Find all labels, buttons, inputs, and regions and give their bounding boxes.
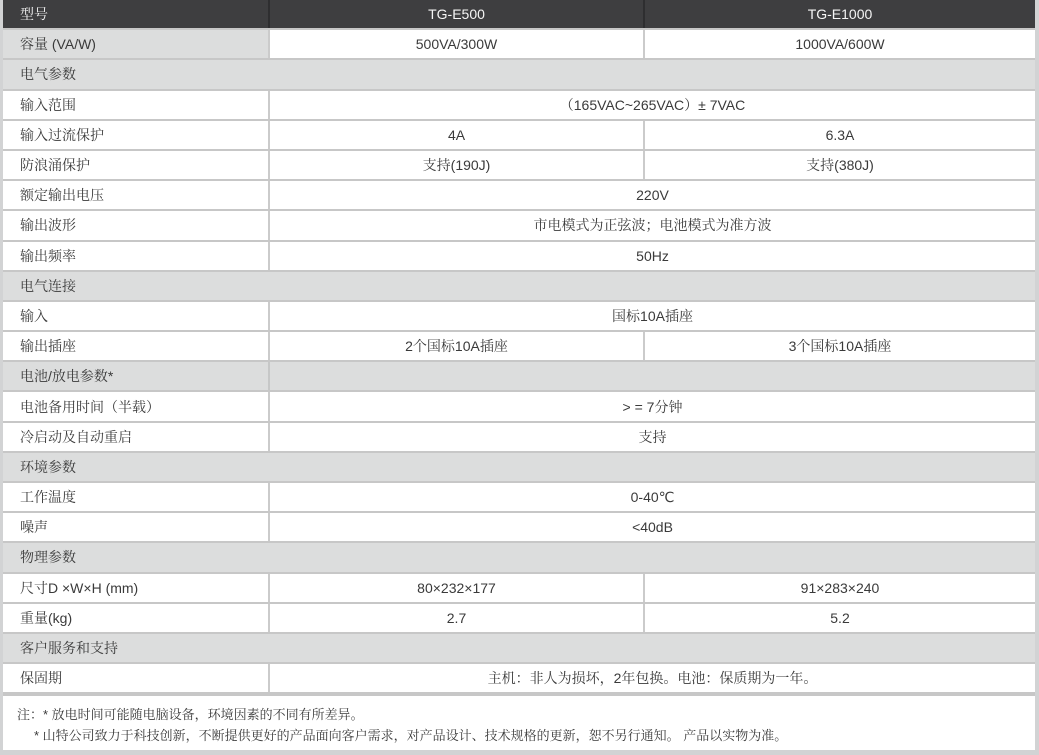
row-label: 工作温度 [3, 483, 270, 511]
spec-sheet [3, 0, 1035, 750]
row-label: 输出频率 [3, 242, 270, 270]
footnote-line-1: 注：* 放电时间可能随电脑设备，环境因素的不同有所差异。 [17, 707, 364, 723]
row-label: 噪声 [3, 513, 270, 541]
value-tg-e500: 2.7 [270, 604, 645, 632]
table-row [3, 242, 1035, 272]
table-row [3, 483, 1035, 513]
row-label: 电池备用时间（半载） [3, 392, 270, 420]
section-spacer [270, 362, 1035, 390]
header-col-tg-e1000: TG-E1000 [807, 6, 873, 23]
footnotes [3, 694, 1035, 750]
table-row [3, 423, 1035, 453]
section-row [3, 453, 1035, 483]
row-label: 输出波形 [3, 211, 270, 239]
table-header-row [3, 0, 1035, 30]
section-title: 电气连接 [20, 277, 76, 294]
table-row [3, 574, 1035, 604]
table-row [3, 392, 1035, 422]
header-model-label: 型号 [3, 0, 270, 28]
value-both-models: 50Hz [636, 247, 669, 264]
value-tg-e1000: 91×283×240 [800, 579, 880, 596]
table-row [3, 30, 1035, 60]
row-label: 输出插座 [3, 332, 270, 360]
value-tg-e1000: 3个国标10A插座 [788, 338, 892, 355]
value-tg-e500: 支持(190J) [270, 151, 645, 179]
table-row [3, 332, 1035, 362]
row-label: 重量(kg) [3, 604, 270, 632]
section-title: 物理参数 [20, 549, 76, 566]
value-both-models: > = 7分钟 [622, 398, 683, 415]
table-row [3, 91, 1035, 121]
section-row [3, 272, 1035, 302]
section-title: 电气参数 [20, 66, 76, 83]
table-row [3, 513, 1035, 543]
value-tg-e1000: 支持(380J) [806, 157, 874, 174]
value-tg-e1000: 5.2 [830, 609, 850, 626]
table-row [3, 121, 1035, 151]
row-label: 输入范围 [3, 91, 270, 119]
section-title: 电池/放电参数* [3, 362, 270, 390]
value-both-models: 市电模式为正弦波；电池模式为准方波 [533, 217, 772, 234]
section-row [3, 543, 1035, 573]
row-label: 保固期 [3, 664, 270, 692]
value-tg-e1000: 1000VA/600W [795, 36, 885, 53]
table-row [3, 151, 1035, 181]
section-row [3, 60, 1035, 90]
header-col-tg-e500: TG-E500 [270, 0, 645, 28]
value-both-models: <40dB [632, 519, 673, 536]
value-both-models: 支持 [638, 428, 667, 445]
table-row [3, 664, 1035, 694]
section-row [3, 634, 1035, 664]
footnote-line-2: * 山特公司致力于科技创新，不断提供更好的产品面向客户需求，对产品设计、技术规格的更新，恕不另行通知。 产品以实物为准。 [34, 728, 788, 744]
row-label: 冷启动及自动重启 [3, 423, 270, 451]
value-tg-e500: 80×232×177 [270, 574, 645, 602]
value-both-models: 国标10A插座 [612, 307, 693, 324]
value-tg-e500: 2个国标10A插座 [270, 332, 645, 360]
value-tg-e500: 4A [270, 121, 645, 149]
row-label: 容量 (VA/W) [3, 30, 270, 58]
table-row [3, 181, 1035, 211]
section-row [3, 362, 1035, 392]
section-title: 环境参数 [20, 458, 76, 475]
row-label: 防浪涌保护 [3, 151, 270, 179]
table-row [3, 604, 1035, 634]
value-both-models: （165VAC~265VAC）± 7VAC [559, 96, 746, 113]
value-both-models: 220V [636, 187, 669, 204]
row-label: 尺寸D ×W×H (mm) [3, 574, 270, 602]
spec-table [3, 0, 1035, 694]
value-tg-e1000: 6.3A [825, 126, 855, 143]
table-row [3, 302, 1035, 332]
value-both-models: 0-40℃ [630, 488, 675, 505]
table-row [3, 211, 1035, 241]
row-label: 输入过流保护 [3, 121, 270, 149]
section-title: 客户服务和支持 [20, 640, 118, 657]
value-both-models: 主机：非人为损坏，2年包换。电池：保质期为一年。 [487, 670, 818, 687]
row-label: 输入 [3, 302, 270, 330]
value-tg-e500: 500VA/300W [270, 30, 645, 58]
row-label: 额定输出电压 [3, 181, 270, 209]
